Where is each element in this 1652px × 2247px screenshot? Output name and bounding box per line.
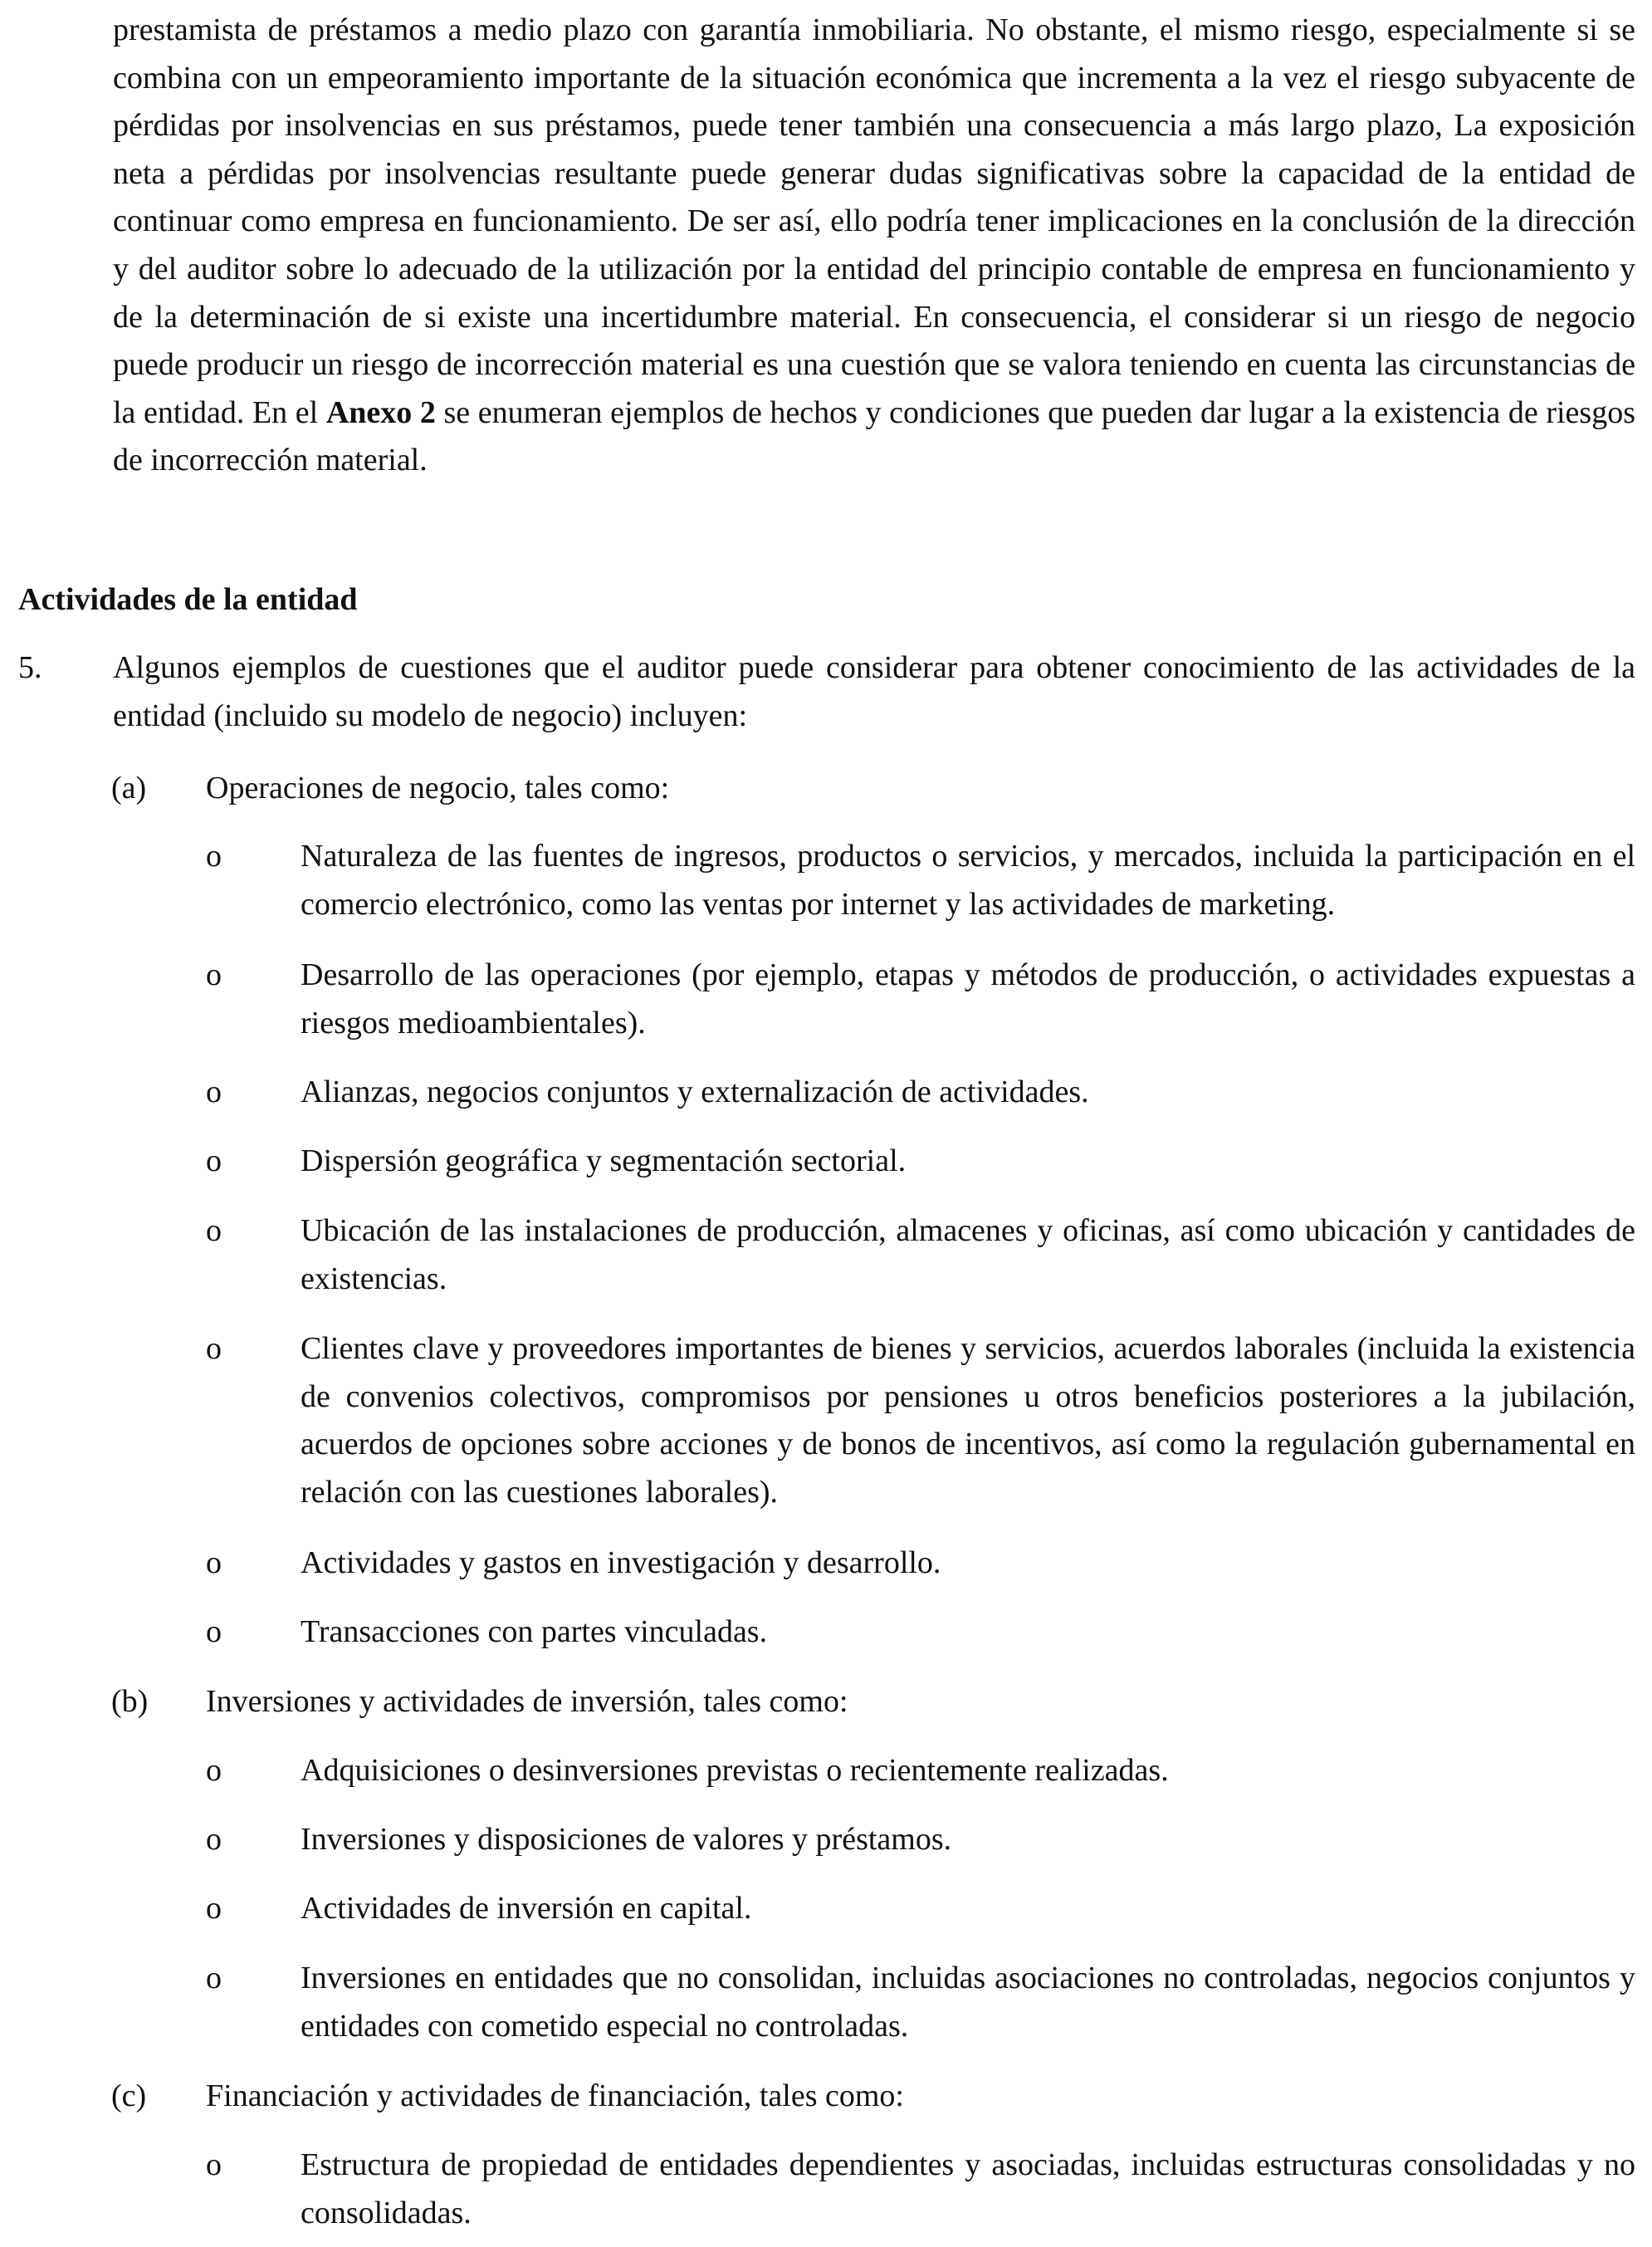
bullet-mark: o xyxy=(206,1075,222,1109)
list-item-text: Desarrollo de las operaciones (por ejemplo, etapas y métodos de producción, o actividades expuestas a riesgos medioambientales). xyxy=(301,957,1635,1040)
bullet-mark: o xyxy=(206,839,222,874)
bullet-mark: o xyxy=(206,1213,222,1248)
subsection-label: (c) xyxy=(111,2078,147,2113)
section-heading: Actividades de la entidad xyxy=(18,582,358,617)
bullet-mark: o xyxy=(206,1961,222,1995)
bullet-mark: o xyxy=(206,1331,222,1366)
subsection-title: Inversiones y actividades de inversión, tales como: xyxy=(206,1684,848,1719)
intro-text: prestamista de préstamos a medio plazo con garantía inmobiliaria. No obstante, el mismo riesgo, especialmente si se combina con un empeoramiento importante de la situación económica que incrementa a la vez el riesgo subyacente de pérdidas por insolvencias en sus préstamos, puede tener también una consecuencia a más largo plazo, La exposición neta a pérdidas por insolvencias resultante puede generar dudas significativas sobre la capacidad de la entidad de continuar como empresa en funcionamiento. De ser así, ello podría tener implicaciones en la conclusión de la dirección y del auditor sobre lo adecuado de la utilización por la entidad del principio contable de empresa en funcionamiento y de la determinación de si existe una incertidumbre material. En consecuencia, el considerar si un riesgo de negocio puede producir un riesgo de incorrección material es una cuestión que se valora teniendo en cuenta las circunstancias de la entidad. En el xyxy=(113,12,1635,430)
subsection-label: (b) xyxy=(111,1684,149,1719)
bullet-mark: o xyxy=(206,1891,222,1926)
list-item-text: Ubicación de las instalaciones de producción, almacenes y oficinas, así como ubicación y cantidades de existencias. xyxy=(301,1213,1635,1296)
bullet-mark: o xyxy=(206,1614,222,1649)
list-item-text: Naturaleza de las fuentes de ingresos, productos o servicios, y mercados, incluida la participación en el comercio electrónico, como las ventas por internet y las actividades de marketing. xyxy=(301,839,1635,922)
bullet-mark: o xyxy=(206,1753,222,1788)
list-item-text: Actividades de inversión en capital. xyxy=(301,1891,752,1926)
list-item-text: Actividades y gastos en investigación y desarrollo. xyxy=(301,1545,941,1580)
subsection-title: Financiación y actividades de financiación, tales como: xyxy=(206,2078,904,2113)
bullet-mark: o xyxy=(206,1545,222,1580)
bullet-mark: o xyxy=(206,1143,222,1178)
list-item-text: Clientes clave y proveedores importantes de bienes y servicios, acuerdos laborales (incluida la existencia de convenios colectivos, compromisos por pensiones u otros beneficios posteriores a la jubilación, acuerdos de opciones sobre acciones y de bonos de incentivos, así como la regulación gubernamental en relación con las cuestiones laborales). xyxy=(301,1331,1635,1510)
intro-text-end: se enumeran ejemplos de hechos y condiciones que pueden dar lugar a la existencia de riesgos de incorrección material. xyxy=(113,394,1635,478)
list-item-text: Inversiones y disposiciones de valores y préstamos. xyxy=(301,1822,952,1857)
list-item-text: Inversiones en entidades que no consolidan, incluidas asociaciones no controladas, negocios conjuntos y entidades con cometido especial no controladas. xyxy=(301,1961,1635,2044)
bullet-mark: o xyxy=(206,2147,222,2182)
bullet-mark: o xyxy=(206,957,222,992)
list-item-text: Adquisiciones o desinversiones previstas o recientemente realizadas. xyxy=(301,1753,1169,1788)
intro-bold-reference: Anexo 2 xyxy=(325,394,436,430)
subsection-label: (a) xyxy=(111,771,147,805)
subsection-title: Operaciones de negocio, tales como: xyxy=(206,771,670,805)
item-number: 5. xyxy=(18,650,42,685)
list-item-text: Estructura de propiedad de entidades dependientes y asociadas, incluidas estructuras consolidadas y no consolidadas. xyxy=(301,2147,1635,2230)
list-item-text: Transacciones con partes vinculadas. xyxy=(301,1614,768,1649)
bullet-mark: o xyxy=(206,1822,222,1857)
list-item-text: Alianzas, negocios conjuntos y externalización de actividades. xyxy=(301,1075,1089,1109)
intro-paragraph xyxy=(113,7,1635,485)
item-text: Algunos ejemplos de cuestiones que el auditor puede considerar para obtener conocimiento de las actividades de la entidad (incluido su modelo de negocio) incluyen: xyxy=(113,650,1635,733)
list-item-text: Dispersión geográfica y segmentación sectorial. xyxy=(301,1143,907,1178)
